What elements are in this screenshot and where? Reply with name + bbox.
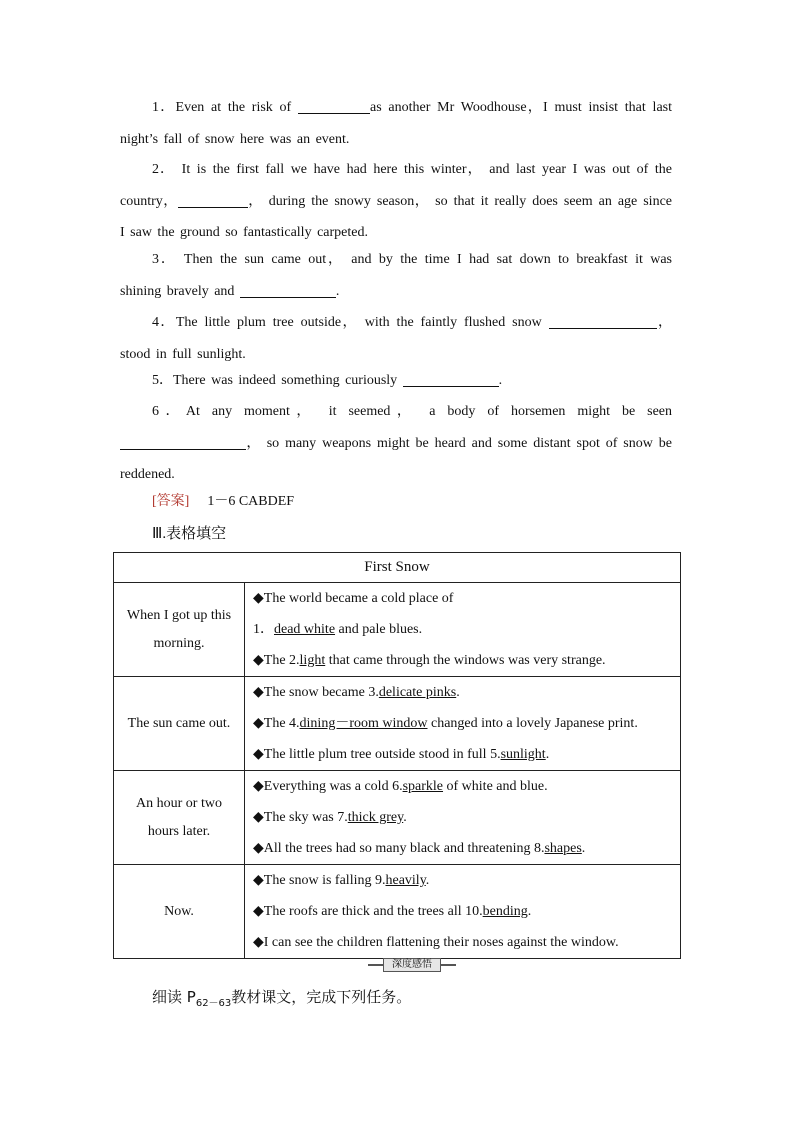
row-label: The sun came out.: [114, 677, 245, 771]
answer-blank: [549, 312, 657, 329]
sentence-4: 4．The little plum tree outside， with the faintly flushed snow ， stood in full sunlight.: [120, 307, 672, 370]
answer-blank: [120, 433, 246, 450]
table-answer: dead white: [274, 622, 336, 637]
table-answer: heavily: [385, 873, 426, 888]
sentence-num: 6．: [152, 404, 186, 419]
table-answer: sunlight: [500, 747, 546, 762]
sentence-num: 5．: [152, 373, 173, 388]
table-row: [114, 865, 681, 959]
table-title: First Snow: [114, 553, 681, 583]
fill-in-table: [113, 552, 681, 959]
row-content: ◆The snow is falling 9.heavily. ◆The roofs are thick and the trees all 10.bending. ◆I can see the children flattening their noses against the window.: [245, 865, 681, 959]
sentence-6: 6．At any moment， it seemed， a body of horsemen might be seen ， so many weapons might be heard and some distant spot of snow be reddened.: [120, 404, 673, 482]
answer-blank: [178, 191, 248, 208]
banner-label: 深度感悟: [383, 958, 441, 972]
row-label: Now.: [114, 865, 245, 959]
task-instruction: 细读 $P_{62-63}$教材课文，完成下列任务。: [152, 988, 412, 1009]
answer-text: 1－6 CABDEF: [207, 494, 295, 509]
table-row: [114, 583, 681, 677]
answer-blank: [298, 97, 370, 114]
sentence-num: 2．: [152, 162, 176, 177]
row-label: When I got up this morning.: [114, 583, 245, 677]
table-answer: sparkle: [402, 779, 444, 794]
row-label: An hour or two hours later.: [114, 771, 245, 865]
table-answer: bending: [482, 904, 528, 919]
row-content: ◆The snow became 3.delicate pinks. ◆The 4.dining－room window changed into a lovely Japanese print. ◆The little plum tree outside stood in full 5.sunlight.: [245, 677, 681, 771]
answer-blank: [240, 281, 336, 298]
row-content: ◆The world became a cold place of 1．dead white and pale blues. ◆The 2.light that came through the windows was very strange.: [245, 583, 681, 677]
table-row: [114, 771, 681, 865]
sentence-num: 3．: [152, 252, 177, 267]
table-answer: shapes: [544, 841, 582, 856]
table-answer: thick grey: [347, 810, 404, 825]
table-answer: light: [299, 653, 326, 668]
table-answer: delicate pinks: [378, 685, 457, 700]
table-answer: dining－room window: [299, 716, 428, 731]
answer-key: [152, 490, 294, 510]
sentence-5: 5．There was indeed something curiously .: [120, 365, 672, 397]
answer-blank: [403, 370, 499, 387]
sentence-3: 3． Then the sun came out， and by the time I had sat down to breakfast it was shining bravely and .: [120, 252, 673, 299]
sentence-num: 1．: [152, 100, 176, 115]
sentence-1: 1．Even at the risk of as another Mr Woodhouse，I must insist that last night’s fall of snow here was an event.: [120, 92, 672, 155]
table-row: [114, 677, 681, 771]
sentence-2: 2． It is the first fall we have had here this winter， and last year I was out of the country， ， during the snowy season， so that it really does seem an age since I saw the ground so fantastically carpeted.: [120, 162, 673, 240]
section-title: Ⅲ.表格填空: [152, 526, 227, 542]
answer-tag: [答案]: [152, 494, 190, 509]
row-content: ◆Everything was a cold 6.sparkle of white and blue. ◆The sky was 7.thick grey. ◆All the trees had so many black and threatening 8.shapes.: [245, 771, 681, 865]
sentence-num: 4．: [152, 315, 176, 330]
section-banner: [368, 958, 456, 972]
